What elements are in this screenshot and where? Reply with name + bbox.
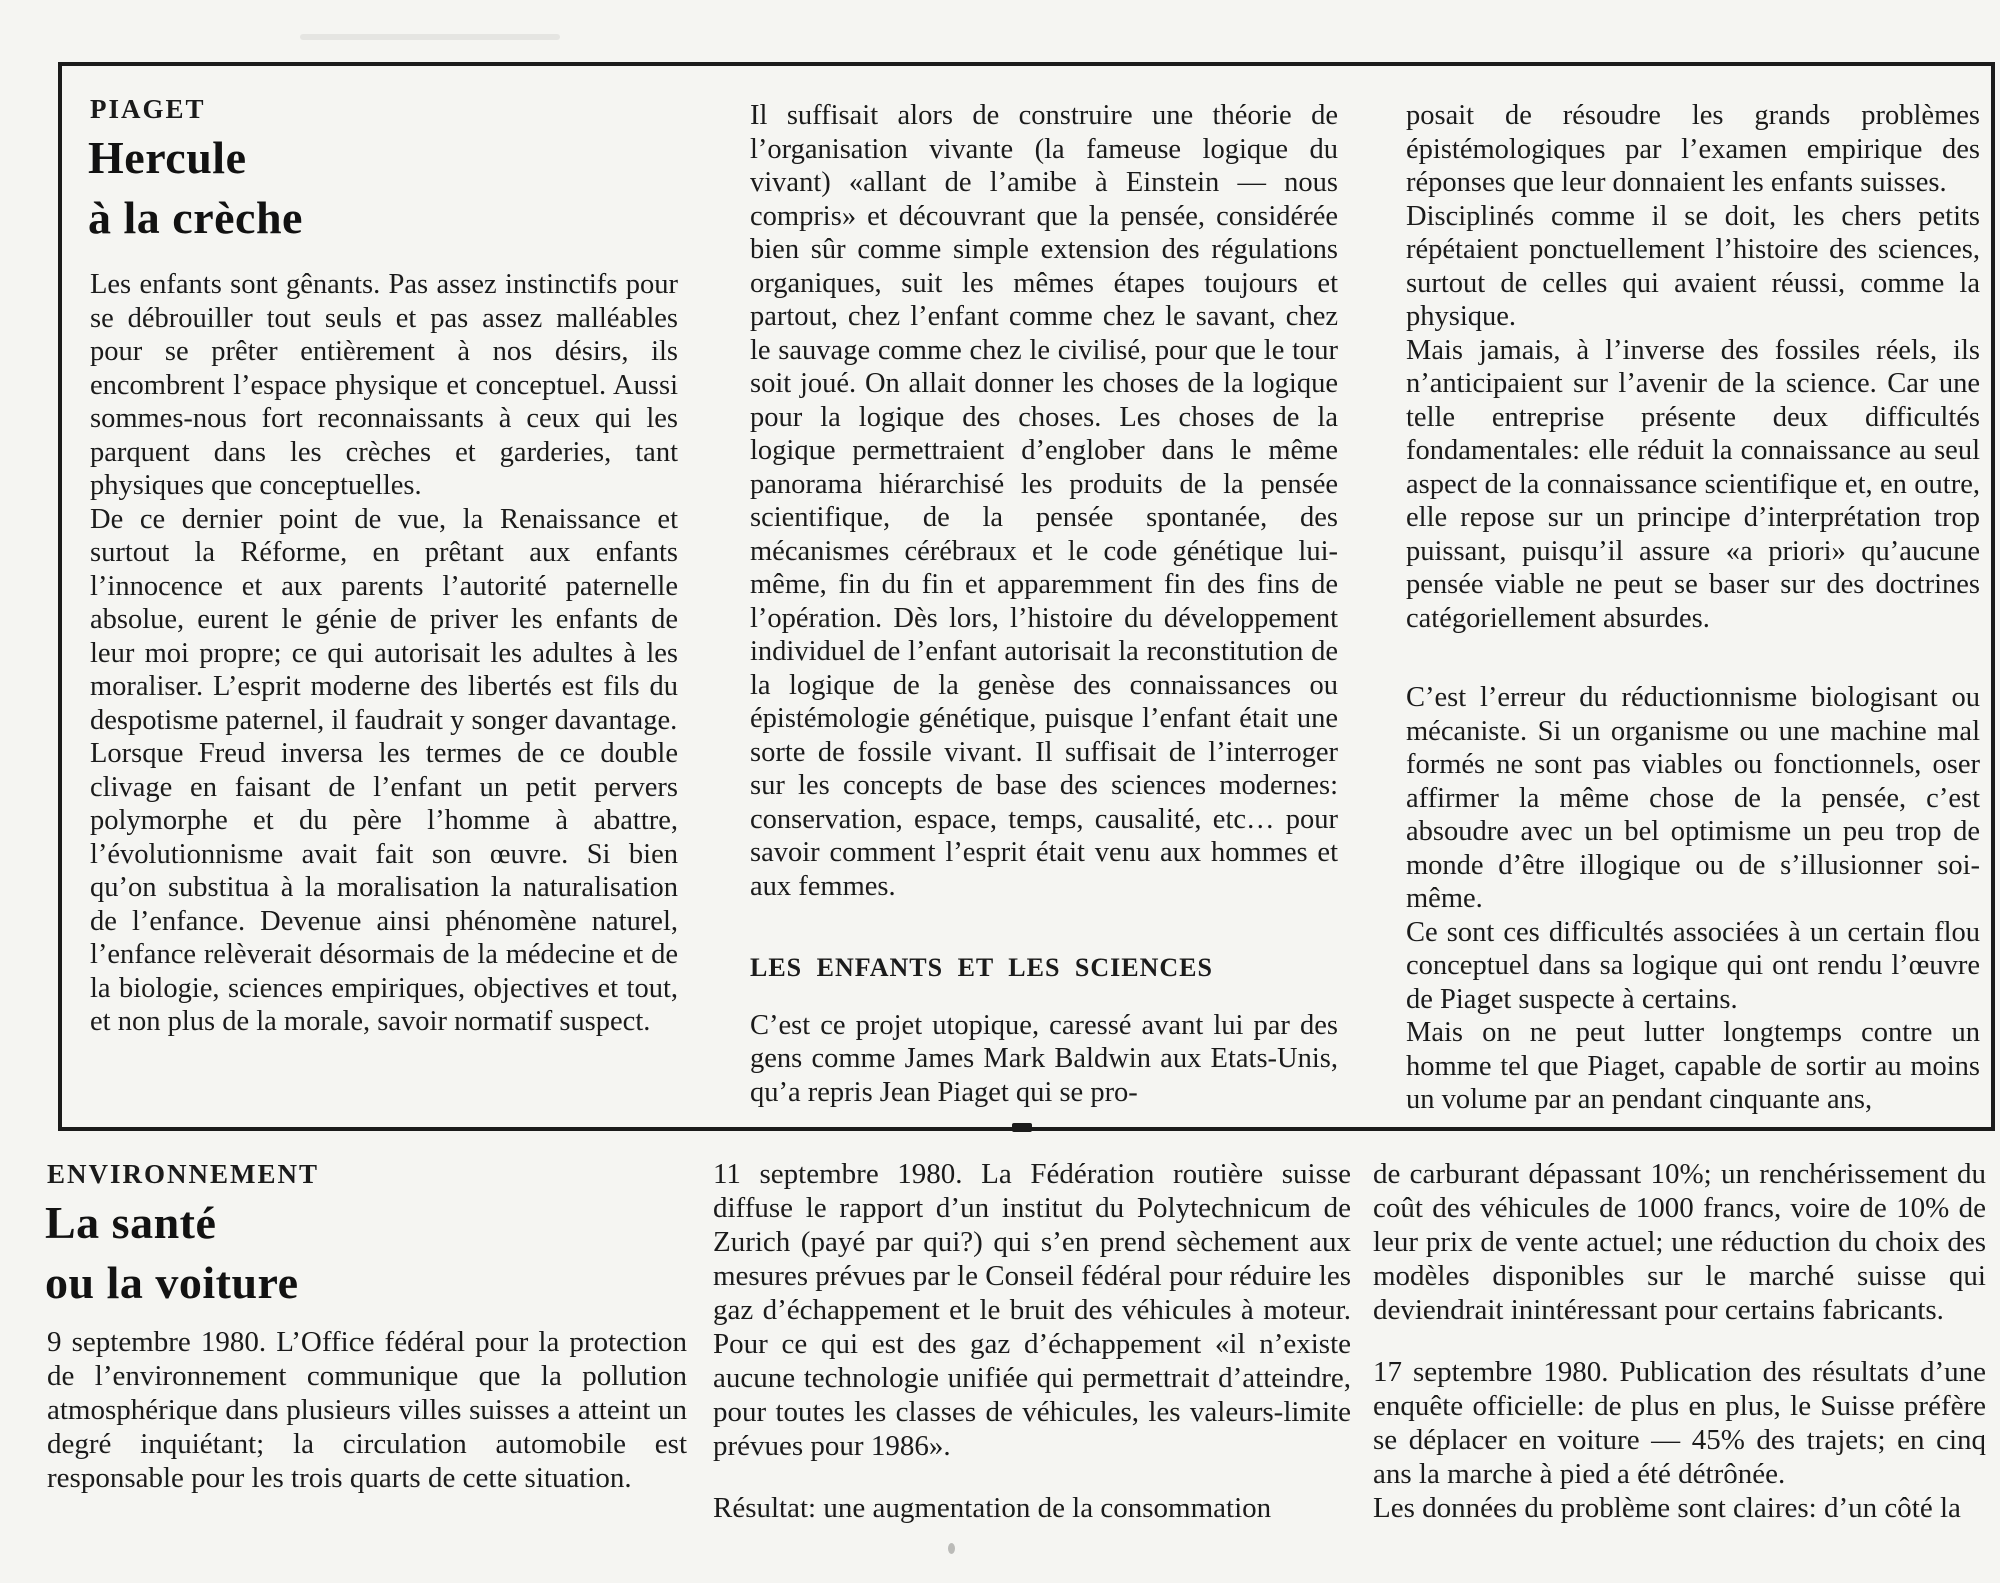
body-paragraph: Lorsque Freud inversa les termes de ce double clivage en faisant de l’enfant un petit pervers polymorphe et du père l’homme à abattre, l’évolutionnisme avait fait son œuvre. Si bien qu’on substitua à la moralisation la naturalisation de l’enfance. Devenue ainsi phénomène naturel, l’enfance relèverait désormais de la médecine et de la biologie, sciences empiriques, objectives et tout, et non plus de la morale, savoir normatif suspect. [90,738,678,1037]
body-paragraph: de carburant dépassant 10%; un renchérissement du coût des véhicules de 1000 francs, voire de 10% de leur prix de vente actuel; une réduction du choix des modèles disponibles sur le marché suisse qui deviendrait inintéressant pour certains fabricants. [1373,1158,1986,1326]
body-paragraph: Les données du problème sont claires: d’un côté la [1373,1492,1961,1524]
body-paragraph: Il suffisait alors de construire une théorie de l’organisation vivante (la fameuse logique du vivant) «allant de l’amibe à Einstein — nous compris» et découvrant que la pensée, considérée bien sûr comme simple extension des régulations organiques, suit les mêmes étapes toujours et partout, chez l’enfant comme chez le savant, chez le sauvage comme chez le civilisé, pour que le tour soit joué. On allait donner les choses de la logique pour la logique des choses. Les choses de la logique permettraient d’englober dans le même panorama hiérarchisé les produits de la pensée scientifique, de la pensée spontanée, des mécanismes cérébraux et le code génétique lui-même, fin du fin et apparemment fin des fins de l’opération. Dès lors, l’histoire du développement individuel de l’enfant autorisait la reconstitution de la logique de la genèse des connaissances ou épistémologie génétique, puisque l’enfant était une sorte de fossile vivant. Il suffisait de l’interroger sur les concepts de base des sciences modernes: conservation, espace, temps, causalité, etc… pour savoir comment l’esprit était venu aux hommes et aux femmes. [750,100,1338,902]
body-paragraph: 17 septembre 1980. Publication des résultats d’une enquête officielle: de plus en plus, le Suisse préfère se déplacer en voiture — 45% des trajets; en cinq ans la marche à pied a été détrônée. [1373,1356,1986,1490]
body-paragraph: De ce dernier point de vue, la Renaissance et surtout la Réforme, en prêtant aux enfants l’innocence et aux parents l’autorité paternelle absolue, eurent le génie de priver les enfants de leur moi propre; ce qui autorisait les adultes à les moraliser. L’esprit moderne des libertés est fils du despotisme paternel, il faudrait y songer davantage. [90,503,678,736]
body-paragraph: C’est l’erreur du réductionnisme biologisant ou mécaniste. Si un organisme ou une machine mal formés ne sont pas viables ou fonctionnels, oser affirmer la même chose de la pensée, c’est absoudre avec un bel optimisme un peu trop de monde d’être illogique ou de s’illusionner soi-même. [1406,682,1980,914]
article-kicker: PIAGET [90,94,206,124]
article-piaget [58,62,1995,1131]
body-paragraph: Mais on ne peut lutter longtemps contre un homme tel que Piaget, capable de sortir au moins un volume par an pendant cinquante ans, [1406,1017,1980,1115]
headline-line: Hercule [88,132,247,183]
article-headline [45,1193,299,1313]
article-kicker: ENVIRONNEMENT [47,1159,320,1189]
section-subhead: LES ENFANTS ET LES SCIENCES [750,953,1213,982]
body-paragraph: Résultat: une augmentation de la consommation [713,1492,1272,1524]
headline-line: La santé [45,1197,217,1248]
scan-artifact-smudge [300,34,560,40]
article-column [1373,1157,1986,1525]
body-paragraph: C’est ce projet utopique, caressé avant lui par des gens comme James Mark Baldwin aux Etats-Unis, qu’a repris Jean Piaget qui se pro- [750,1009,1338,1108]
article-column [750,99,1338,1109]
scan-artifact-speck [948,1543,955,1554]
body-paragraph: Ce sont ces difficultés associées à un certain flou conceptuel dans sa logique qui ont rendu l’œuvre de Piaget suspecte à certains. [1406,916,1980,1015]
body-paragraph: 11 septembre 1980. La Fédération routière suisse diffuse le rapport d’un institut du Polytechnicum de Zurich (payé par qui?) qui s’en prend sèchement aux mesures prévues par le Conseil fédéral pour réduire les gaz d’échappement et le bruit des véhicules à moteur. Pour ce qui est des gaz d’échappement «il n’existe aucune technologie unifiée qui permettrait d’atteindre, pour toutes les classes de véhicules, les valeurs-limite prévues pour 1986». [713,1158,1351,1462]
article-column [90,268,678,1039]
article-column [1406,99,1980,1117]
body-paragraph: 9 septembre 1980. L’Office fédéral pour la protection de l’environnement communique que la pollution atmosphérique dans plusieurs villes suisses a atteint un degré inquiétant; la circulation automobile est responsable pour les trois quarts de cette situation. [47,1326,687,1494]
article-column [713,1157,1351,1525]
body-paragraph: Mais jamais, à l’inverse des fossiles réels, ils n’anticipaient sur l’avenir de la science. Car une telle entreprise présente deux difficultés fondamentales: elle réduit la connaissance au seul aspect de la connaissance scientifique et, en outre, elle repose sur un principe d’interprétation trop puissant, puisqu’il assure «a priori» qu’aucune pensée viable ne peut se baser sur des doctrines catégoriellement absurdes. [1406,334,1980,634]
scan-artifact-tick [1012,1123,1032,1132]
headline-line: ou la voiture [45,1257,299,1308]
article-column [47,1325,687,1495]
headline-line: à la crèche [88,192,303,243]
body-paragraph: Les enfants sont gênants. Pas assez instinctifs pour se débrouiller tout seuls et pas assez malléables pour se prêter entièrement à nos désirs, ils encombrent l’espace physique et conceptuel. Aussi sommes-nous fort reconnaissants à ceux qui les parquent dans les crèches et garderies, tant physiques que conceptuelles. [90,269,678,501]
body-paragraph: posait de résoudre les grands problèmes épistémologiques par l’examen empirique des réponses que leur donnaient les enfants suisses. [1406,100,1980,198]
body-paragraph: Disciplinés comme il se doit, les chers petits répétaient ponctuellement l’histoire des sciences, surtout de celles qui avaient réussi, comme la physique. [1406,200,1980,332]
article-headline [88,128,303,248]
article-environnement [0,1131,2000,1583]
